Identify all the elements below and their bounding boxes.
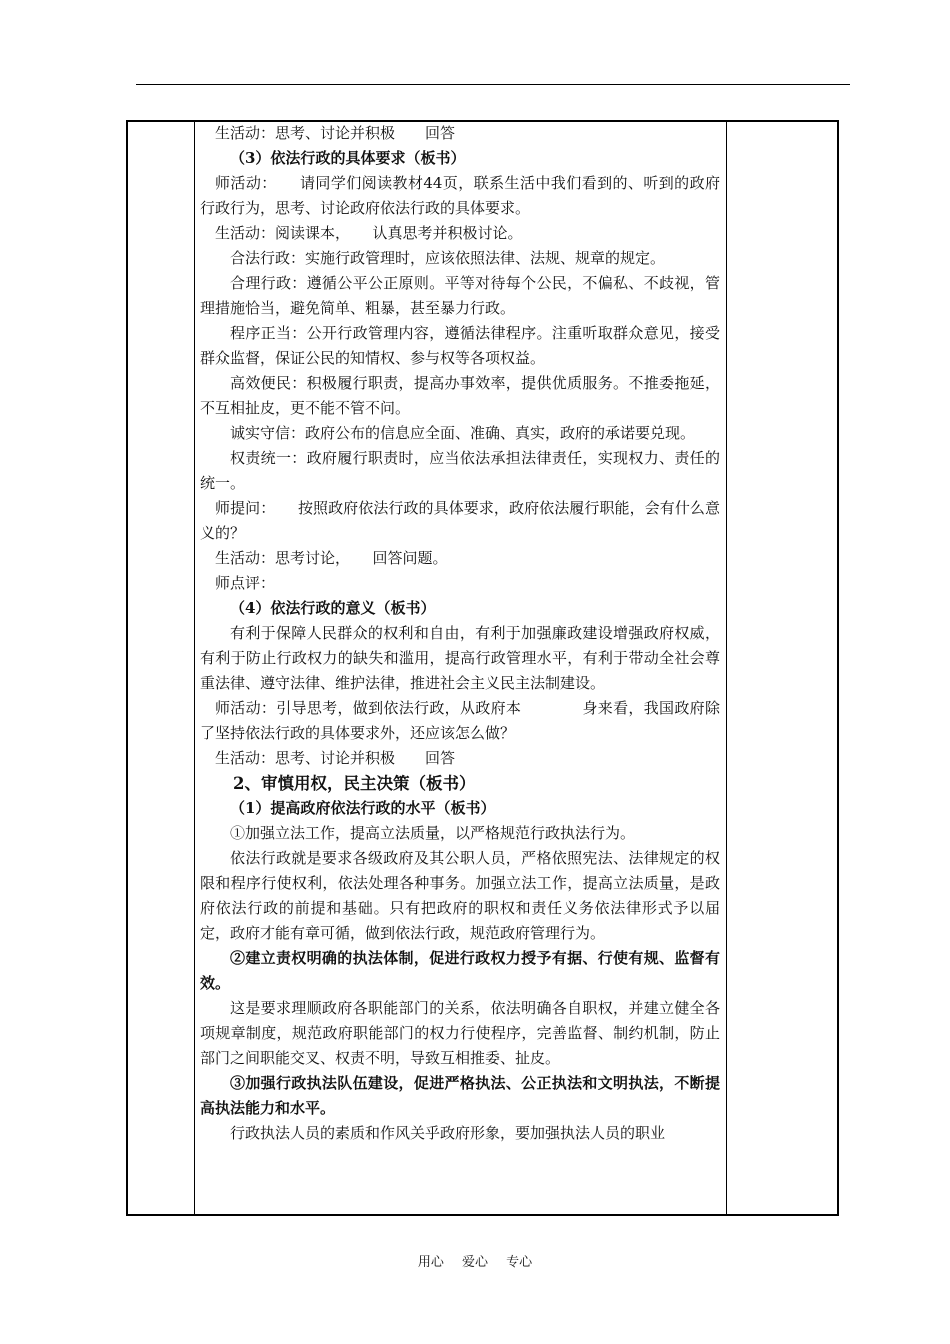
header-rule bbox=[136, 84, 850, 85]
lesson-paragraph: ①加强立法工作，提高立法质量，以严格规范行政执法行为。 bbox=[230, 824, 636, 842]
lesson-paragraph: 师点评： bbox=[215, 574, 276, 592]
lesson-paragraph: 合法行政：实施行政管理时，应该依照法律、法规、规章的规定。 bbox=[230, 249, 666, 267]
lesson-paragraph: 师提问： 按照政府依法行政的具体要求，政府依法履行职能，会有什么意义的？ bbox=[200, 499, 720, 542]
lesson-paragraph: 程序正当：公开行政管理内容，遵循法律程序。注重听取群众意见，接受群众监督，保证公民的知情权、参与权等各项权益。 bbox=[200, 324, 720, 367]
lesson-paragraph: 有利于保障人民群众的权利和自由，有利于加强廉政建设增强政府权威，有利于防止行政权力的缺失和滥用，提高行政管理水平，有利于带动全社会尊重法律、遵守法律、维护法律，推进社会主义民主法制建设。 bbox=[200, 624, 720, 692]
lesson-paragraph: （3）依法行政的具体要求（板书） bbox=[230, 149, 466, 167]
lesson-paragraph: ②建立责权明确的执法体制，促进行政权力授予有据、行使有规、监督有效。 bbox=[200, 949, 720, 992]
lesson-paragraph: （4）依法行政的意义（板书） bbox=[230, 599, 436, 617]
lesson-paragraph: 依法行政就是要求各级政府及其公职人员，严格依照宪法、法律规定的权限和程序行使权利，依法处理各种事务。加强立法工作，提高立法质量，是政府依法行政的前提和基础。只有把政府的职权和责任义务依法律形式予以届定，政府才能有章可循，做到依法行政，规范政府管理行为。 bbox=[200, 849, 720, 942]
lesson-paragraph: 师活动：引导思考，做到依法行政，从政府本 身来看，我国政府除了坚持依法行政的具体要求外，还应该怎么做？ bbox=[200, 699, 720, 742]
lesson-paragraph: 这是要求理顺政府各职能部门的关系，依法明确各自职权，并建立健全各项规章制度，规范政府职能部门的权力行使程序，完善监督、制约机制，防止部门之间职能交叉、权责不明，导致互相推委、扯皮。 bbox=[200, 999, 720, 1067]
lesson-paragraph: 2、审慎用权，民主决策（板书） bbox=[233, 774, 476, 793]
lesson-content bbox=[200, 121, 720, 1146]
lesson-paragraph: ③加强行政执法队伍建设，促进严格执法、公正执法和文明执法，不断提高执法能力和水平。 bbox=[200, 1074, 720, 1117]
lesson-paragraph: 行政执法人员的素质和作风关乎政府形象，要加强执法人员的职业 bbox=[230, 1124, 666, 1142]
page-footer: 用心 爱心 专心 bbox=[417, 1255, 533, 1270]
lesson-paragraph: 生活动：思考、讨论并积极 回答 bbox=[215, 749, 456, 767]
lesson-paragraph: 合理行政：遵循公平公正原则。平等对待每个公民，不偏私、不歧视，管理措施恰当，避免简单、粗暴，甚至暴力行政。 bbox=[200, 274, 720, 317]
lesson-paragraph: 诚实守信：政府公布的信息应全面、准确、真实，政府的承诺要兑现。 bbox=[230, 424, 696, 442]
table-column-divider-left bbox=[194, 122, 195, 1214]
lesson-paragraph: （1）提高政府依法行政的水平（板书） bbox=[230, 799, 496, 817]
lesson-paragraph: 高效便民：积极履行职责，提高办事效率，提供优质服务。不推委拖延，不互相扯皮，更不能不管不问。 bbox=[200, 374, 720, 417]
table-column-divider-right bbox=[726, 122, 727, 1214]
lesson-paragraph: 生活动：阅读课本， 认真思考并积极讨论。 bbox=[215, 224, 523, 242]
lesson-paragraph: 生活动：思考、讨论并积极 回答 bbox=[215, 124, 456, 142]
lesson-paragraph: 权责统一：政府履行职责时，应当依法承担法律责任，实现权力、责任的统一。 bbox=[200, 449, 720, 492]
lesson-paragraph: 生活动：思考讨论， 回答问题。 bbox=[215, 549, 448, 567]
lesson-paragraph: 师活动： 请同学们阅读教材44页，联系生活中我们看到的、听到的政府行政行为，思考、讨论政府依法行政的具体要求。 bbox=[200, 174, 720, 217]
